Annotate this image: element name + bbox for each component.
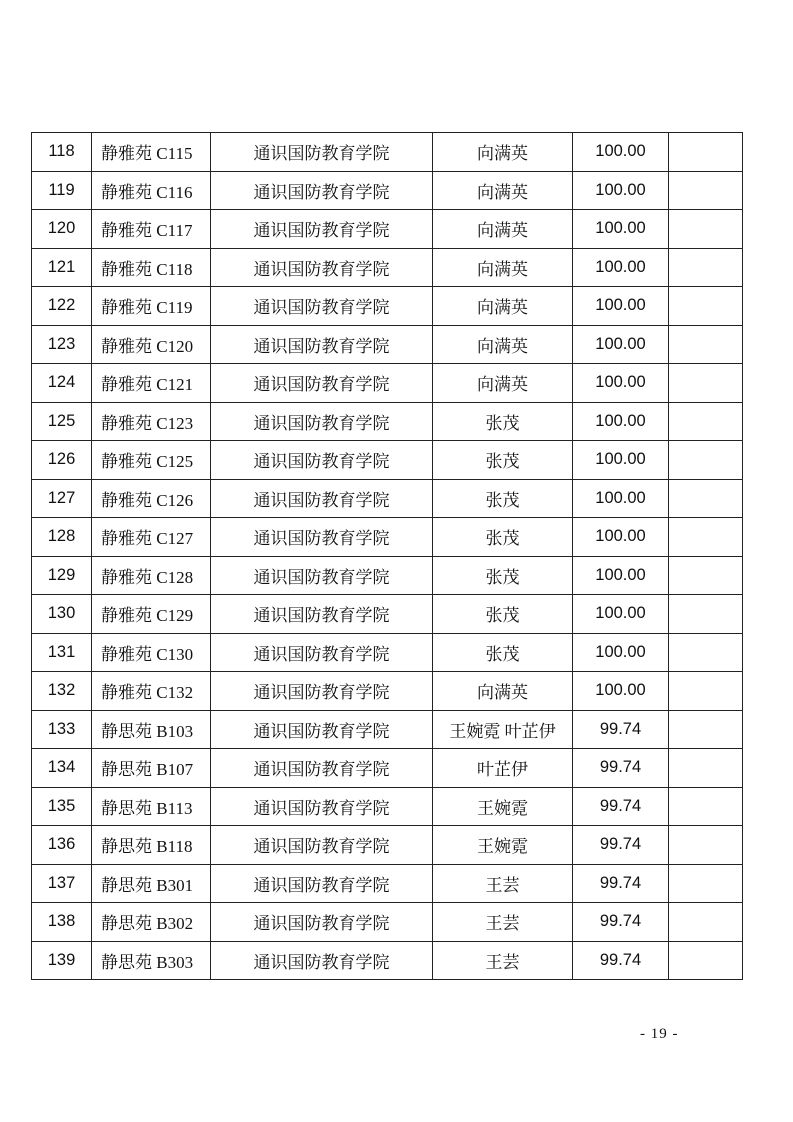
cell-person: 张茂 (433, 518, 573, 557)
cell-college: 通识国防教育学院 (211, 941, 433, 980)
cell-person: 王芸 (433, 903, 573, 942)
cell-note (669, 941, 743, 980)
cell-college: 通识国防教育学院 (211, 518, 433, 557)
cell-note (669, 287, 743, 326)
cell-room: 静思苑 B302 (92, 903, 211, 942)
table-row (32, 479, 743, 518)
cell-room: 静雅苑 C121 (92, 364, 211, 403)
table-row (32, 903, 743, 942)
cell-room: 静思苑 B113 (92, 787, 211, 826)
cell-room: 静雅苑 C115 (92, 133, 211, 172)
cell-number: 122 (32, 287, 92, 326)
cell-room: 静雅苑 C130 (92, 633, 211, 672)
cell-note (669, 210, 743, 249)
cell-room: 静思苑 B107 (92, 749, 211, 788)
cell-number: 133 (32, 710, 92, 749)
cell-number: 119 (32, 171, 92, 210)
table-row (32, 441, 743, 480)
cell-college: 通识国防教育学院 (211, 864, 433, 903)
cell-room: 静雅苑 C125 (92, 441, 211, 480)
cell-college: 通识国防教育学院 (211, 479, 433, 518)
cell-score: 100.00 (573, 556, 669, 595)
cell-college: 通识国防教育学院 (211, 710, 433, 749)
table-row (32, 518, 743, 557)
cell-number: 132 (32, 672, 92, 711)
cell-note (669, 325, 743, 364)
cell-note (669, 787, 743, 826)
cell-number: 139 (32, 941, 92, 980)
cell-score: 99.74 (573, 787, 669, 826)
cell-number: 138 (32, 903, 92, 942)
cell-room: 静思苑 B303 (92, 941, 211, 980)
cell-college: 通识国防教育学院 (211, 787, 433, 826)
cell-score: 99.74 (573, 710, 669, 749)
cell-room: 静思苑 B301 (92, 864, 211, 903)
cell-room: 静思苑 B118 (92, 826, 211, 865)
table-row (32, 287, 743, 326)
cell-college: 通识国防教育学院 (211, 441, 433, 480)
cell-room: 静雅苑 C132 (92, 672, 211, 711)
cell-room: 静雅苑 C117 (92, 210, 211, 249)
cell-room: 静雅苑 C129 (92, 595, 211, 634)
cell-note (669, 826, 743, 865)
cell-score: 100.00 (573, 325, 669, 364)
table-row (32, 710, 743, 749)
cell-person: 向满英 (433, 210, 573, 249)
cell-number: 124 (32, 364, 92, 403)
cell-note (669, 903, 743, 942)
cell-number: 134 (32, 749, 92, 788)
cell-score: 100.00 (573, 287, 669, 326)
cell-person: 王婉霓 (433, 787, 573, 826)
cell-college: 通识国防教育学院 (211, 903, 433, 942)
cell-note (669, 749, 743, 788)
table-row (32, 210, 743, 249)
cell-number: 125 (32, 402, 92, 441)
cell-number: 126 (32, 441, 92, 480)
cell-person: 张茂 (433, 402, 573, 441)
cell-room: 静思苑 B103 (92, 710, 211, 749)
page-number: - 19 - (640, 1026, 679, 1042)
table-row (32, 941, 743, 980)
cell-note (669, 710, 743, 749)
table-row (32, 672, 743, 711)
cell-note (669, 479, 743, 518)
cell-person: 王婉霓 (433, 826, 573, 865)
cell-score: 99.74 (573, 864, 669, 903)
table-body (32, 133, 743, 980)
cell-college: 通识国防教育学院 (211, 749, 433, 788)
table-row (32, 749, 743, 788)
cell-room: 静雅苑 C116 (92, 171, 211, 210)
cell-score: 100.00 (573, 441, 669, 480)
cell-score: 100.00 (573, 248, 669, 287)
cell-note (669, 556, 743, 595)
cell-college: 通识国防教育学院 (211, 325, 433, 364)
cell-room: 静雅苑 C118 (92, 248, 211, 287)
cell-college: 通识国防教育学院 (211, 133, 433, 172)
cell-college: 通识国防教育学院 (211, 595, 433, 634)
cell-note (669, 171, 743, 210)
cell-person: 叶芷伊 (433, 749, 573, 788)
cell-person: 张茂 (433, 479, 573, 518)
cell-score: 100.00 (573, 518, 669, 557)
cell-person: 向满英 (433, 171, 573, 210)
cell-note (669, 518, 743, 557)
cell-college: 通识国防教育学院 (211, 171, 433, 210)
table-row (32, 171, 743, 210)
cell-note (669, 441, 743, 480)
cell-number: 137 (32, 864, 92, 903)
cell-college: 通识国防教育学院 (211, 826, 433, 865)
cell-score: 100.00 (573, 595, 669, 634)
table-row (32, 864, 743, 903)
cell-number: 127 (32, 479, 92, 518)
cell-note (669, 864, 743, 903)
cell-college: 通识国防教育学院 (211, 556, 433, 595)
cell-note (669, 364, 743, 403)
cell-person: 向满英 (433, 325, 573, 364)
dormitory-score-table (31, 132, 743, 980)
cell-person: 王芸 (433, 941, 573, 980)
table-row (32, 248, 743, 287)
cell-person: 向满英 (433, 364, 573, 403)
cell-person: 张茂 (433, 441, 573, 480)
table-row (32, 556, 743, 595)
cell-college: 通识国防教育学院 (211, 402, 433, 441)
table-row (32, 787, 743, 826)
cell-room: 静雅苑 C120 (92, 325, 211, 364)
cell-number: 120 (32, 210, 92, 249)
table-row (32, 325, 743, 364)
cell-number: 121 (32, 248, 92, 287)
cell-college: 通识国防教育学院 (211, 287, 433, 326)
cell-note (669, 595, 743, 634)
cell-score: 100.00 (573, 672, 669, 711)
cell-person: 张茂 (433, 633, 573, 672)
cell-score: 100.00 (573, 479, 669, 518)
cell-college: 通识国防教育学院 (211, 210, 433, 249)
cell-college: 通识国防教育学院 (211, 364, 433, 403)
cell-score: 99.74 (573, 749, 669, 788)
cell-number: 123 (32, 325, 92, 364)
cell-person: 王芸 (433, 864, 573, 903)
cell-room: 静雅苑 C126 (92, 479, 211, 518)
table-row (32, 826, 743, 865)
cell-note (669, 672, 743, 711)
cell-room: 静雅苑 C119 (92, 287, 211, 326)
cell-score: 99.74 (573, 941, 669, 980)
cell-score: 100.00 (573, 364, 669, 403)
cell-person: 向满英 (433, 133, 573, 172)
cell-score: 100.00 (573, 133, 669, 172)
table-row (32, 133, 743, 172)
cell-score: 100.00 (573, 402, 669, 441)
cell-note (669, 402, 743, 441)
cell-score: 99.74 (573, 903, 669, 942)
cell-person: 张茂 (433, 595, 573, 634)
cell-person: 张茂 (433, 556, 573, 595)
table-row (32, 633, 743, 672)
table-row (32, 595, 743, 634)
cell-college: 通识国防教育学院 (211, 633, 433, 672)
cell-score: 100.00 (573, 210, 669, 249)
cell-room: 静雅苑 C128 (92, 556, 211, 595)
cell-room: 静雅苑 C127 (92, 518, 211, 557)
cell-person: 向满英 (433, 672, 573, 711)
cell-number: 130 (32, 595, 92, 634)
cell-college: 通识国防教育学院 (211, 248, 433, 287)
cell-number: 136 (32, 826, 92, 865)
cell-note (669, 248, 743, 287)
cell-score: 99.74 (573, 826, 669, 865)
table-row (32, 364, 743, 403)
cell-person: 王婉霓 叶芷伊 (433, 710, 573, 749)
cell-person: 向满英 (433, 248, 573, 287)
cell-college: 通识国防教育学院 (211, 672, 433, 711)
cell-room: 静雅苑 C123 (92, 402, 211, 441)
cell-number: 128 (32, 518, 92, 557)
cell-number: 135 (32, 787, 92, 826)
cell-score: 100.00 (573, 633, 669, 672)
cell-note (669, 633, 743, 672)
cell-number: 129 (32, 556, 92, 595)
cell-number: 131 (32, 633, 92, 672)
cell-score: 100.00 (573, 171, 669, 210)
cell-person: 向满英 (433, 287, 573, 326)
cell-note (669, 133, 743, 172)
cell-number: 118 (32, 133, 92, 172)
table-row (32, 402, 743, 441)
